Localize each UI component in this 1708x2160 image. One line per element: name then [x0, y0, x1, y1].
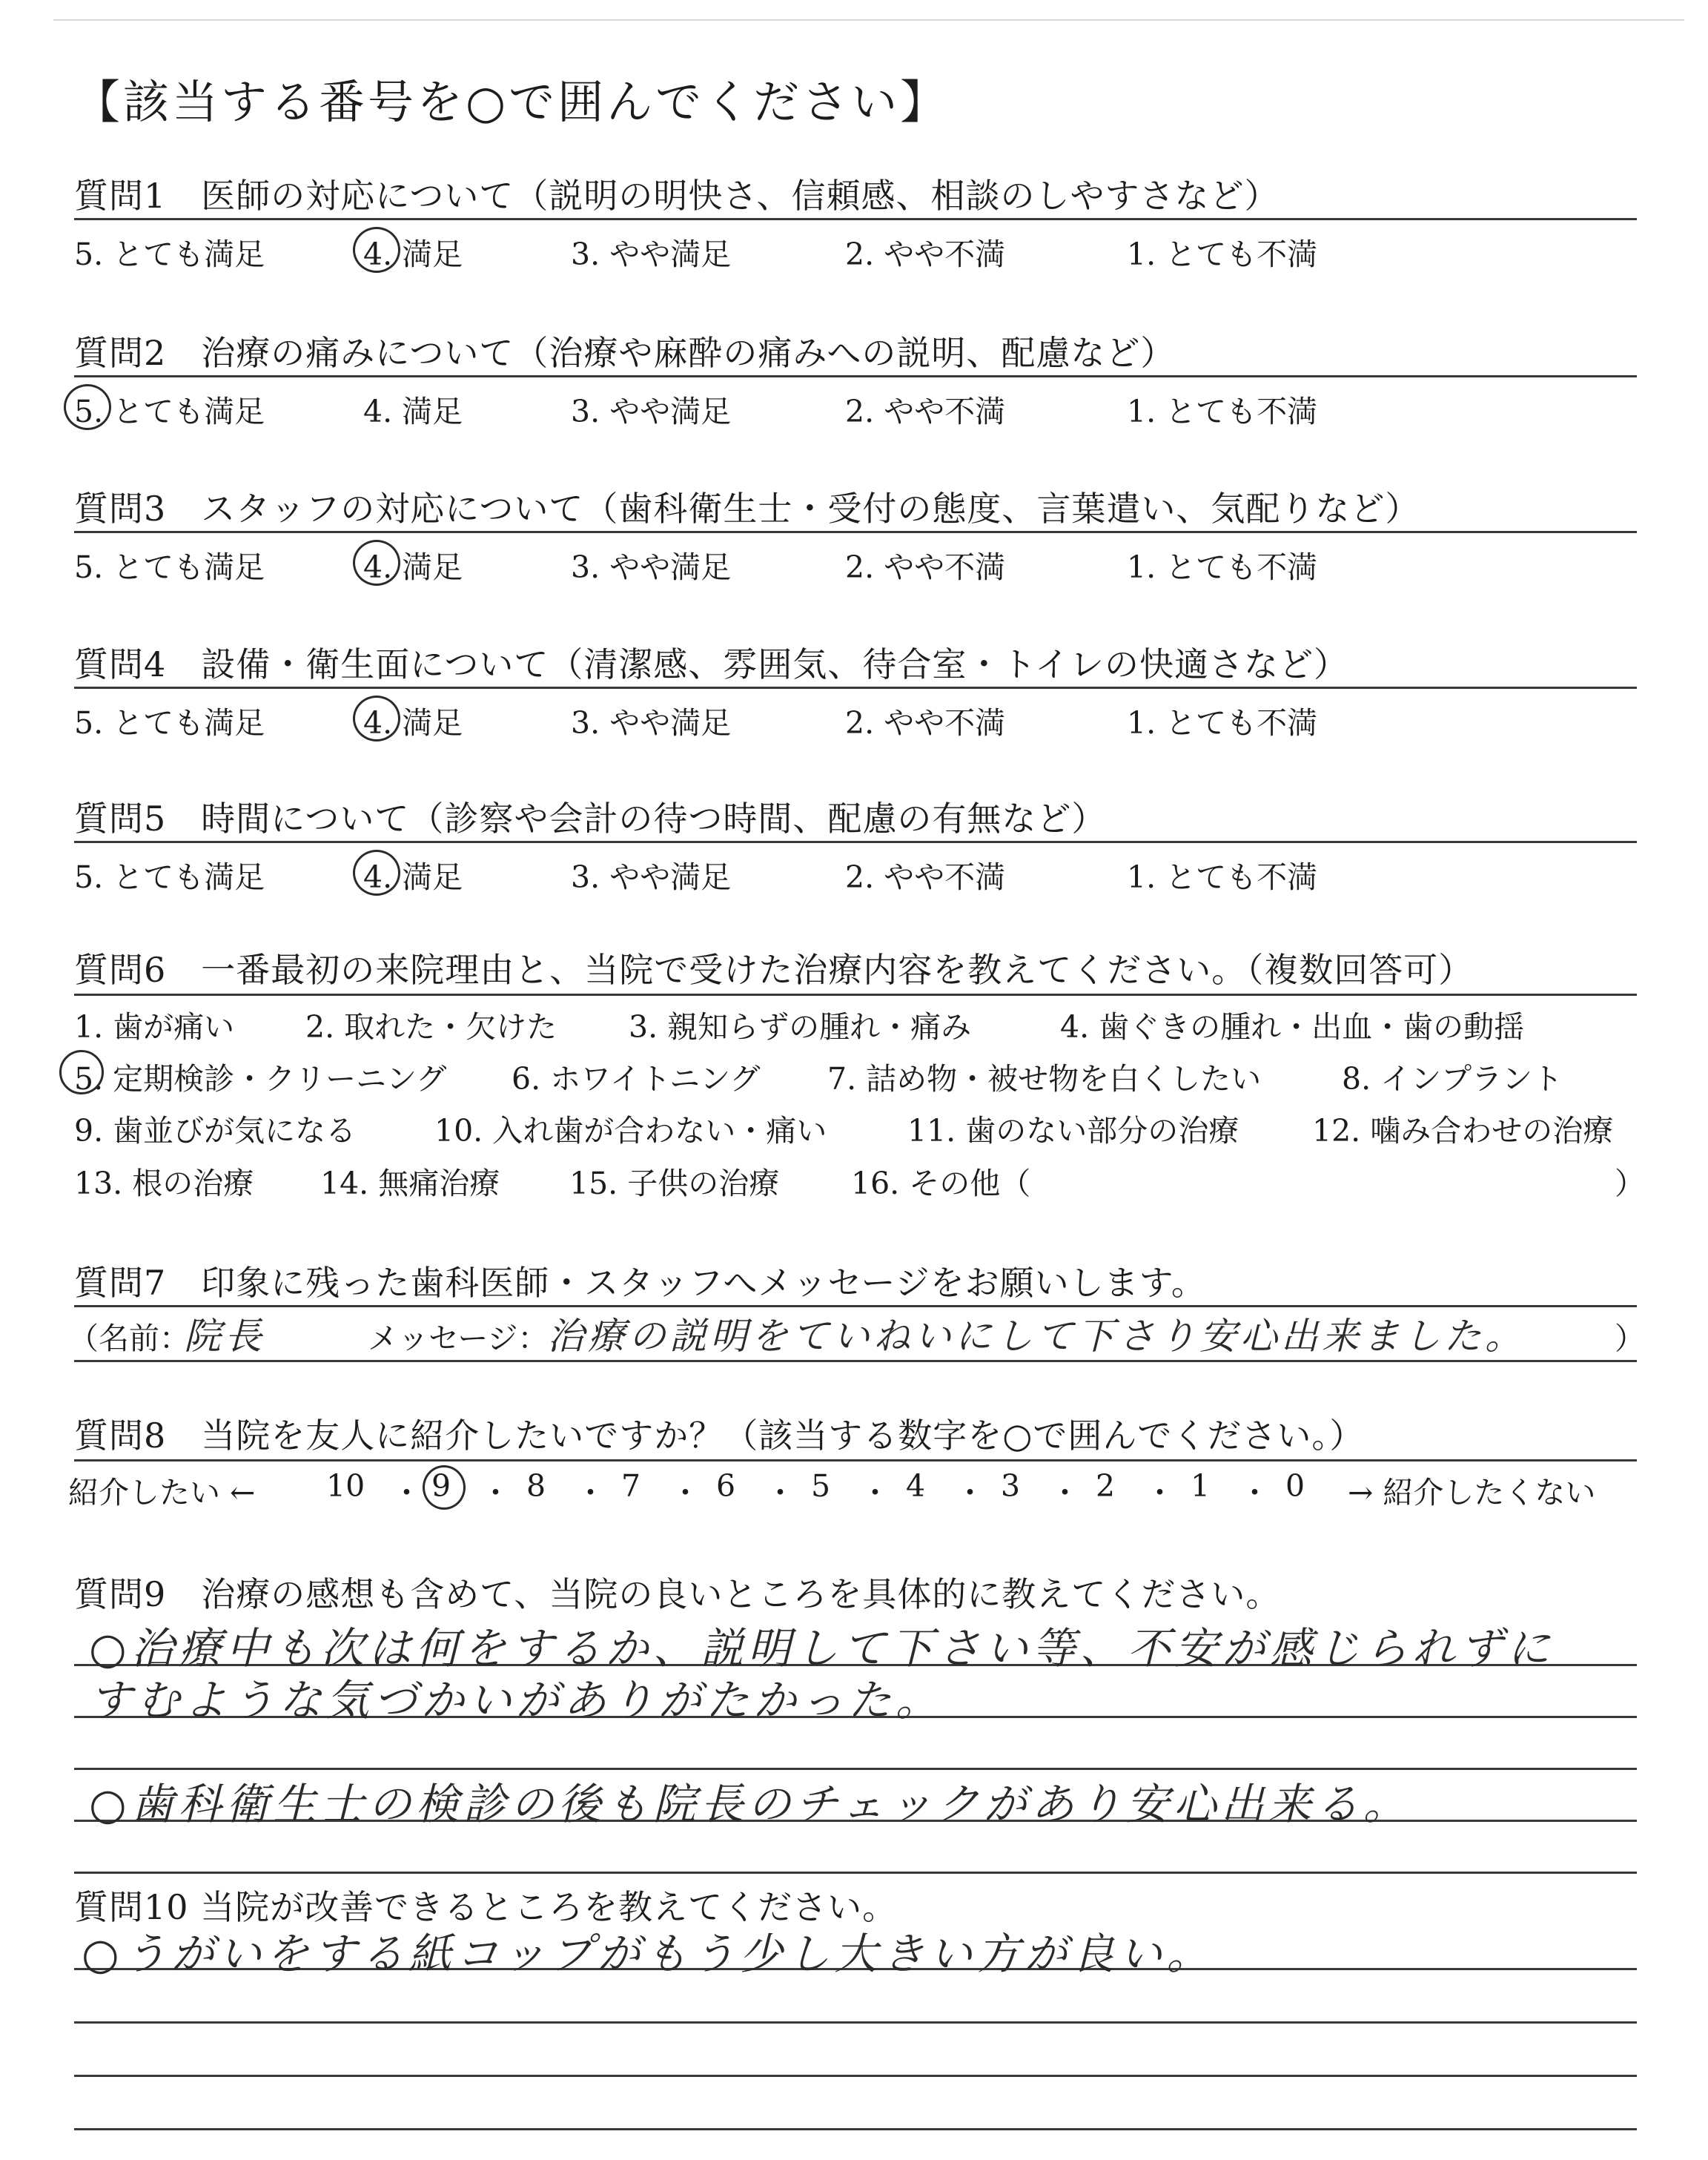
- recommend-left-label: 紹介したい ←: [68, 1475, 256, 1510]
- question-6-title: 質問6 一番最初の来院理由と、当院で受けた治療内容を教えてください。（複数回答可）: [74, 950, 1474, 990]
- q1-option-5[interactable]: 5. とても満足: [74, 237, 265, 272]
- q6-option-11[interactable]: 11. 歯のない部分の治療: [907, 1113, 1239, 1149]
- q6-option-3[interactable]: 3. 親知らずの腫れ・痛み: [629, 1009, 972, 1045]
- question-1-rule: [74, 218, 1637, 220]
- q6-option-16[interactable]: 16. その他（: [851, 1166, 1031, 1201]
- scale-separator-dot: ・: [575, 1475, 606, 1510]
- q2-option-4[interactable]: 4. 満足: [363, 394, 463, 429]
- q10-answer-rule: [74, 2021, 1637, 2024]
- question-9-title: 質問9 治療の感想も含めて、当院の良いところを具体的に教えてください。: [74, 1574, 1281, 1614]
- scale-separator-dot: ・: [670, 1475, 701, 1510]
- other-close-paren: ）: [1615, 1166, 1645, 1201]
- q6-option-2[interactable]: 2. 取れた・欠けた: [305, 1009, 557, 1045]
- q6-option-8[interactable]: 8. インプラント: [1342, 1061, 1563, 1097]
- question-8-rule: [74, 1459, 1637, 1462]
- q9-answer-line: ○歯科衛生士の検診の後も院長のチェックがあり安心出来る。: [89, 1779, 1411, 1829]
- scale-value-3[interactable]: 3: [1001, 1468, 1021, 1504]
- question-5-rule: [74, 841, 1637, 843]
- q7-name-label: （名前：: [68, 1321, 190, 1356]
- q6-option-6[interactable]: 6. ホワイトニング: [512, 1061, 761, 1097]
- scale-separator-dot: ・: [860, 1475, 890, 1510]
- q5-option-5[interactable]: 5. とても満足: [74, 859, 265, 895]
- q6-option-7[interactable]: 7. 詰め物・被せ物を白くしたい: [827, 1061, 1262, 1097]
- q2-option-3[interactable]: 3. やや満足: [571, 394, 732, 429]
- q4-selected-circle: [353, 696, 400, 742]
- scale-value-4[interactable]: 4: [906, 1468, 926, 1504]
- q2-selected-circle: [64, 384, 111, 430]
- scale-value-2[interactable]: 2: [1096, 1468, 1116, 1504]
- q10-answer-rule: [74, 2128, 1637, 2130]
- scale-separator-dot: ・: [480, 1475, 511, 1510]
- q6-option-15[interactable]: 15. 子供の治療: [569, 1166, 780, 1201]
- question-6-rule: [74, 994, 1637, 996]
- scale-value-7[interactable]: 7: [621, 1468, 641, 1504]
- q7-close-paren: ）: [1615, 1321, 1645, 1356]
- question-10-title: 質問10 当院が改善できるところを教えてください。: [74, 1887, 898, 1927]
- question-2-title: 質問2 治療の痛みについて（治療や麻酔の痛みへの説明、配慮など）: [74, 333, 1176, 373]
- q6-option-1[interactable]: 1. 歯が痛い: [74, 1009, 235, 1045]
- q6-option-14[interactable]: 14. 無痛治療: [320, 1166, 500, 1201]
- q8-selected-circle: [423, 1465, 466, 1510]
- scale-value-10[interactable]: 10: [326, 1468, 365, 1504]
- q7-name-value: 院長: [184, 1315, 265, 1358]
- question-5-title: 質問5 時間について（診察や会計の待つ時間、配慮の有無など）: [74, 799, 1107, 839]
- q5-option-3[interactable]: 3. やや満足: [571, 859, 732, 895]
- scale-separator-dot: ・: [955, 1475, 985, 1510]
- question-1-title: 質問1 医師の対応について（説明の明快さ、信頼感、相談のしやすさなど）: [74, 176, 1280, 216]
- q3-option-4[interactable]: 4. 満足: [363, 549, 463, 585]
- q5-option-1[interactable]: 1. とても不満: [1127, 859, 1318, 895]
- q6-option-4[interactable]: 4. 歯ぐきの腫れ・出血・歯の動揺: [1060, 1009, 1525, 1045]
- q5-option-2[interactable]: 2. やや不満: [845, 859, 1006, 895]
- q9-answer-line: ○治療中も次は何をするか、説明して下さい等、不安が感じられずに: [89, 1623, 1555, 1674]
- q6-option-12[interactable]: 12. 噛み合わせの治療: [1312, 1113, 1614, 1149]
- q6-option-13[interactable]: 13. 根の治療: [74, 1166, 254, 1201]
- q4-option-4[interactable]: 4. 満足: [363, 705, 463, 741]
- question-2-rule: [74, 375, 1637, 377]
- q3-option-5[interactable]: 5. とても満足: [74, 549, 265, 585]
- scale-separator-dot: ・: [1145, 1475, 1175, 1510]
- page-heading: 【該当する番号を○で囲んでください】: [74, 75, 950, 129]
- scale-value-1[interactable]: 1: [1191, 1468, 1211, 1504]
- question-4-title: 質問4 設備・衛生面について（清潔感、雰囲気、待合室・トイレの快適さなど）: [74, 644, 1349, 684]
- q6-option-9[interactable]: 9. 歯並びが気になる: [74, 1113, 357, 1149]
- q1-selected-circle: [353, 227, 400, 273]
- q3-option-2[interactable]: 2. やや不満: [845, 549, 1006, 585]
- scale-separator-dot: ・: [1050, 1475, 1080, 1510]
- q1-option-3[interactable]: 3. やや満足: [571, 237, 732, 272]
- q4-option-1[interactable]: 1. とても不満: [1127, 705, 1318, 741]
- q2-option-1[interactable]: 1. とても不満: [1127, 394, 1318, 429]
- q7-message-label: メッセージ：: [368, 1321, 549, 1356]
- q10-answer-line: ○うがいをする紙コップがもう少し大きい方が良い。: [82, 1929, 1214, 1979]
- q9-answer-line: すむような気づかいがありがたかった。: [89, 1675, 944, 1725]
- q6-option-10[interactable]: 10. 入れ歯が合わない・痛い: [434, 1113, 827, 1149]
- scale-value-9[interactable]: 9: [431, 1468, 451, 1504]
- q6-option-5[interactable]: 5. 定期検診・クリーニング: [74, 1061, 447, 1097]
- q2-option-5[interactable]: 5. とても満足: [74, 394, 265, 429]
- question-4-rule: [74, 687, 1637, 689]
- q1-option-1[interactable]: 1. とても不満: [1127, 237, 1318, 272]
- q10-answer-rule: [74, 2075, 1637, 2077]
- question-7-title: 質問7 印象に残った歯科医師・スタッフへメッセージをお願いします。: [74, 1263, 1206, 1303]
- q5-option-4[interactable]: 4. 満足: [363, 859, 463, 895]
- q2-option-2[interactable]: 2. やや不満: [845, 394, 1006, 429]
- q3-selected-circle: [353, 540, 400, 586]
- q4-option-5[interactable]: 5. とても満足: [74, 705, 265, 741]
- question-7-answer-rule: [74, 1360, 1637, 1362]
- scale-value-6[interactable]: 6: [716, 1468, 736, 1504]
- scale-value-0[interactable]: 0: [1285, 1468, 1305, 1504]
- question-8-title: 質問8 当院を友人に紹介したいですか？（該当する数字を○で囲んでください。）: [74, 1416, 1365, 1456]
- scale-separator-dot: ・: [391, 1475, 422, 1510]
- q3-option-1[interactable]: 1. とても不満: [1127, 549, 1318, 585]
- scale-value-8[interactable]: 8: [526, 1468, 546, 1504]
- q7-message-value: 治療の説明をていねいにして下さり安心出来ました。: [547, 1315, 1526, 1358]
- scale-value-5[interactable]: 5: [811, 1468, 831, 1504]
- scale-separator-dot: ・: [1239, 1475, 1270, 1510]
- q6-selected-circle: [59, 1050, 104, 1094]
- question-3-rule: [74, 531, 1637, 533]
- top-border-line: [53, 19, 1684, 21]
- q9-answer-rule: [74, 1872, 1637, 1874]
- scale-separator-dot: ・: [765, 1475, 795, 1510]
- q4-option-2[interactable]: 2. やや不満: [845, 705, 1006, 741]
- q3-option-3[interactable]: 3. やや満足: [571, 549, 732, 585]
- q1-option-2[interactable]: 2. やや不満: [845, 237, 1006, 272]
- recommend-right-label: → 紹介したくない: [1348, 1475, 1596, 1510]
- q4-option-3[interactable]: 3. やや満足: [571, 705, 732, 741]
- question-3-title: 質問3 スタッフの対応について（歯科衛生士・受付の態度、言葉遣い、気配りなど）: [74, 489, 1420, 529]
- q5-selected-circle: [353, 850, 400, 896]
- q1-option-4[interactable]: 4. 満足: [363, 237, 463, 272]
